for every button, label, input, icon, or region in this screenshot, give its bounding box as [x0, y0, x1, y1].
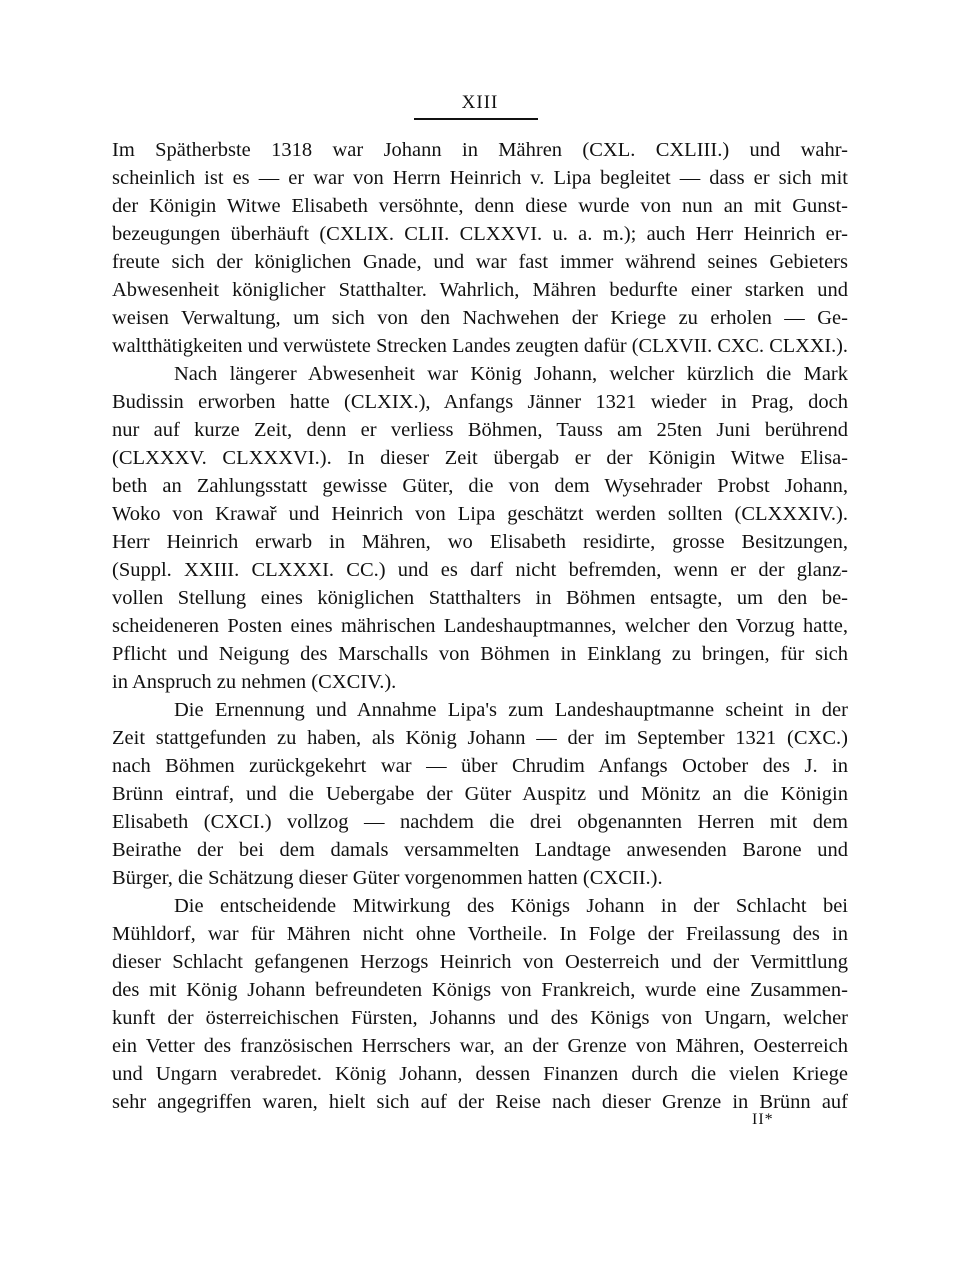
text-line: Beirathe der bei dem damals versammelten Landtage anwesenden Barone und: [112, 839, 848, 861]
text-line: (CLXXXV. CLXXXVI.). In dieser Zeit übergab er der Königin Witwe Elisa-: [112, 447, 848, 469]
text-line: kunft der österreichischen Fürsten, Johanns und des Königs von Ungarn, welcher: [112, 1007, 848, 1029]
header-rule: [414, 118, 538, 120]
text-line: ein Vetter des französischen Herrschers war, an der Grenze von Mähren, Oesterreich: [112, 1035, 848, 1057]
text-line: waltthätigkeiten und verwüstete Strecken Landes zeugten dafür (CLXVII. CXC. CLXXI.).: [112, 335, 848, 357]
text-line: Im Spätherbste 1318 war Johann in Mähren (CXL. CXLIII.) und wahr-: [112, 139, 848, 161]
text-line: Budissin erworben hatte (CLXIX.), Anfangs Jänner 1321 wieder in Prag, doch: [112, 391, 848, 413]
text-line: weisen Verwaltung, um sich von den Nachwehen der Kriege zu erholen — Ge-: [112, 307, 848, 329]
text-line: vollen Stellung eines königlichen Statthalters in Böhmen entsagte, um den be-: [112, 587, 848, 609]
text-line: Mühldorf, war für Mähren nicht ohne Vortheile. In Folge der Freilassung des in: [112, 923, 848, 945]
text-line: Die entscheidende Mitwirkung des Königs Johann in der Schlacht bei: [174, 895, 848, 917]
text-line: Pflicht und Neigung des Marschalls von Böhmen in Einklang zu bringen, für sich: [112, 643, 848, 665]
text-line: freute sich der königlichen Gnade, und war fast immer während seines Gebieters: [112, 251, 848, 273]
text-line: Woko von Krawař und Heinrich von Lipa geschätzt werden sollten (CLXXXIV.).: [112, 503, 848, 525]
page-header: [0, 92, 960, 114]
text-line: Abwesenheit königlicher Statthalter. Wahrlich, Mähren bedurfte einer starken und: [112, 279, 848, 301]
text-line: Herr Heinrich erwarb in Mähren, wo Elisabeth residirte, grosse Besitzungen,: [112, 531, 848, 553]
text-line: der Königin Witwe Elisabeth versöhnte, denn diese wurde von nun an mit Gunst-: [112, 195, 848, 217]
text-line: Elisabeth (CXCI.) vollzog — nachdem die drei obgenannten Herren mit dem: [112, 811, 848, 833]
text-line: und Ungarn verabredet. König Johann, dessen Finanzen durch die vielen Kriege: [112, 1063, 848, 1085]
text-line: nach Böhmen zurückgekehrt war — über Chrudim Anfangs October des J. in: [112, 755, 848, 777]
page-number: XIII: [461, 92, 499, 113]
text-line: scheideneren Posten eines mährischen Landeshauptmannes, welcher den Vorzug hatte,: [112, 615, 848, 637]
text-line: Brünn eintraf, und die Uebergabe der Güter Auspitz und Mönitz an die Königin: [112, 783, 848, 805]
text-line: beth an Zahlungsstatt gewisse Güter, die von dem Wysehrader Probst Johann,: [112, 475, 848, 497]
text-line: in Anspruch zu nehmen (CXCIV.).: [112, 671, 397, 693]
text-line: Die Ernennung und Annahme Lipa's zum Landeshauptmanne scheint in der: [174, 699, 848, 721]
signature-mark: II*: [752, 1111, 774, 1128]
text-line: dieser Schlacht gefangenen Herzogs Heinrich von Oesterreich und der Vermittlung: [112, 951, 848, 973]
text-line: (Suppl. XXIII. CLXXXI. CC.) und es darf nicht befremden, wenn er der glanz-: [112, 559, 848, 581]
text-line: scheinlich ist es — er war von Herrn Heinrich v. Lipa begleitet — dass er sich mit: [112, 167, 848, 189]
text-line: nur auf kurze Zeit, denn er verliess Böhmen, Tauss am 25ten Juni berührend: [112, 419, 848, 441]
text-line: sehr angegriffen waren, hielt sich auf der Reise nach dieser Grenze in Brünn auf: [112, 1091, 848, 1113]
text-line: bezeugungen überhäuft (CXLIX. CLII. CLXXVI. u. a. m.); auch Herr Heinrich er-: [112, 223, 848, 245]
text-line: Nach längerer Abwesenheit war König Johann, welcher kürzlich die Mark: [174, 363, 848, 385]
text-line: Bürger, die Schätzung dieser Güter vorgenommen hatten (CXCII.).: [112, 867, 663, 889]
text-line: Zeit stattgefunden zu haben, als König Johann — der im September 1321 (CXC.): [112, 727, 848, 749]
text-line: des mit König Johann befreundeten Königs von Frankreich, wurde eine Zusammen-: [112, 979, 848, 1001]
